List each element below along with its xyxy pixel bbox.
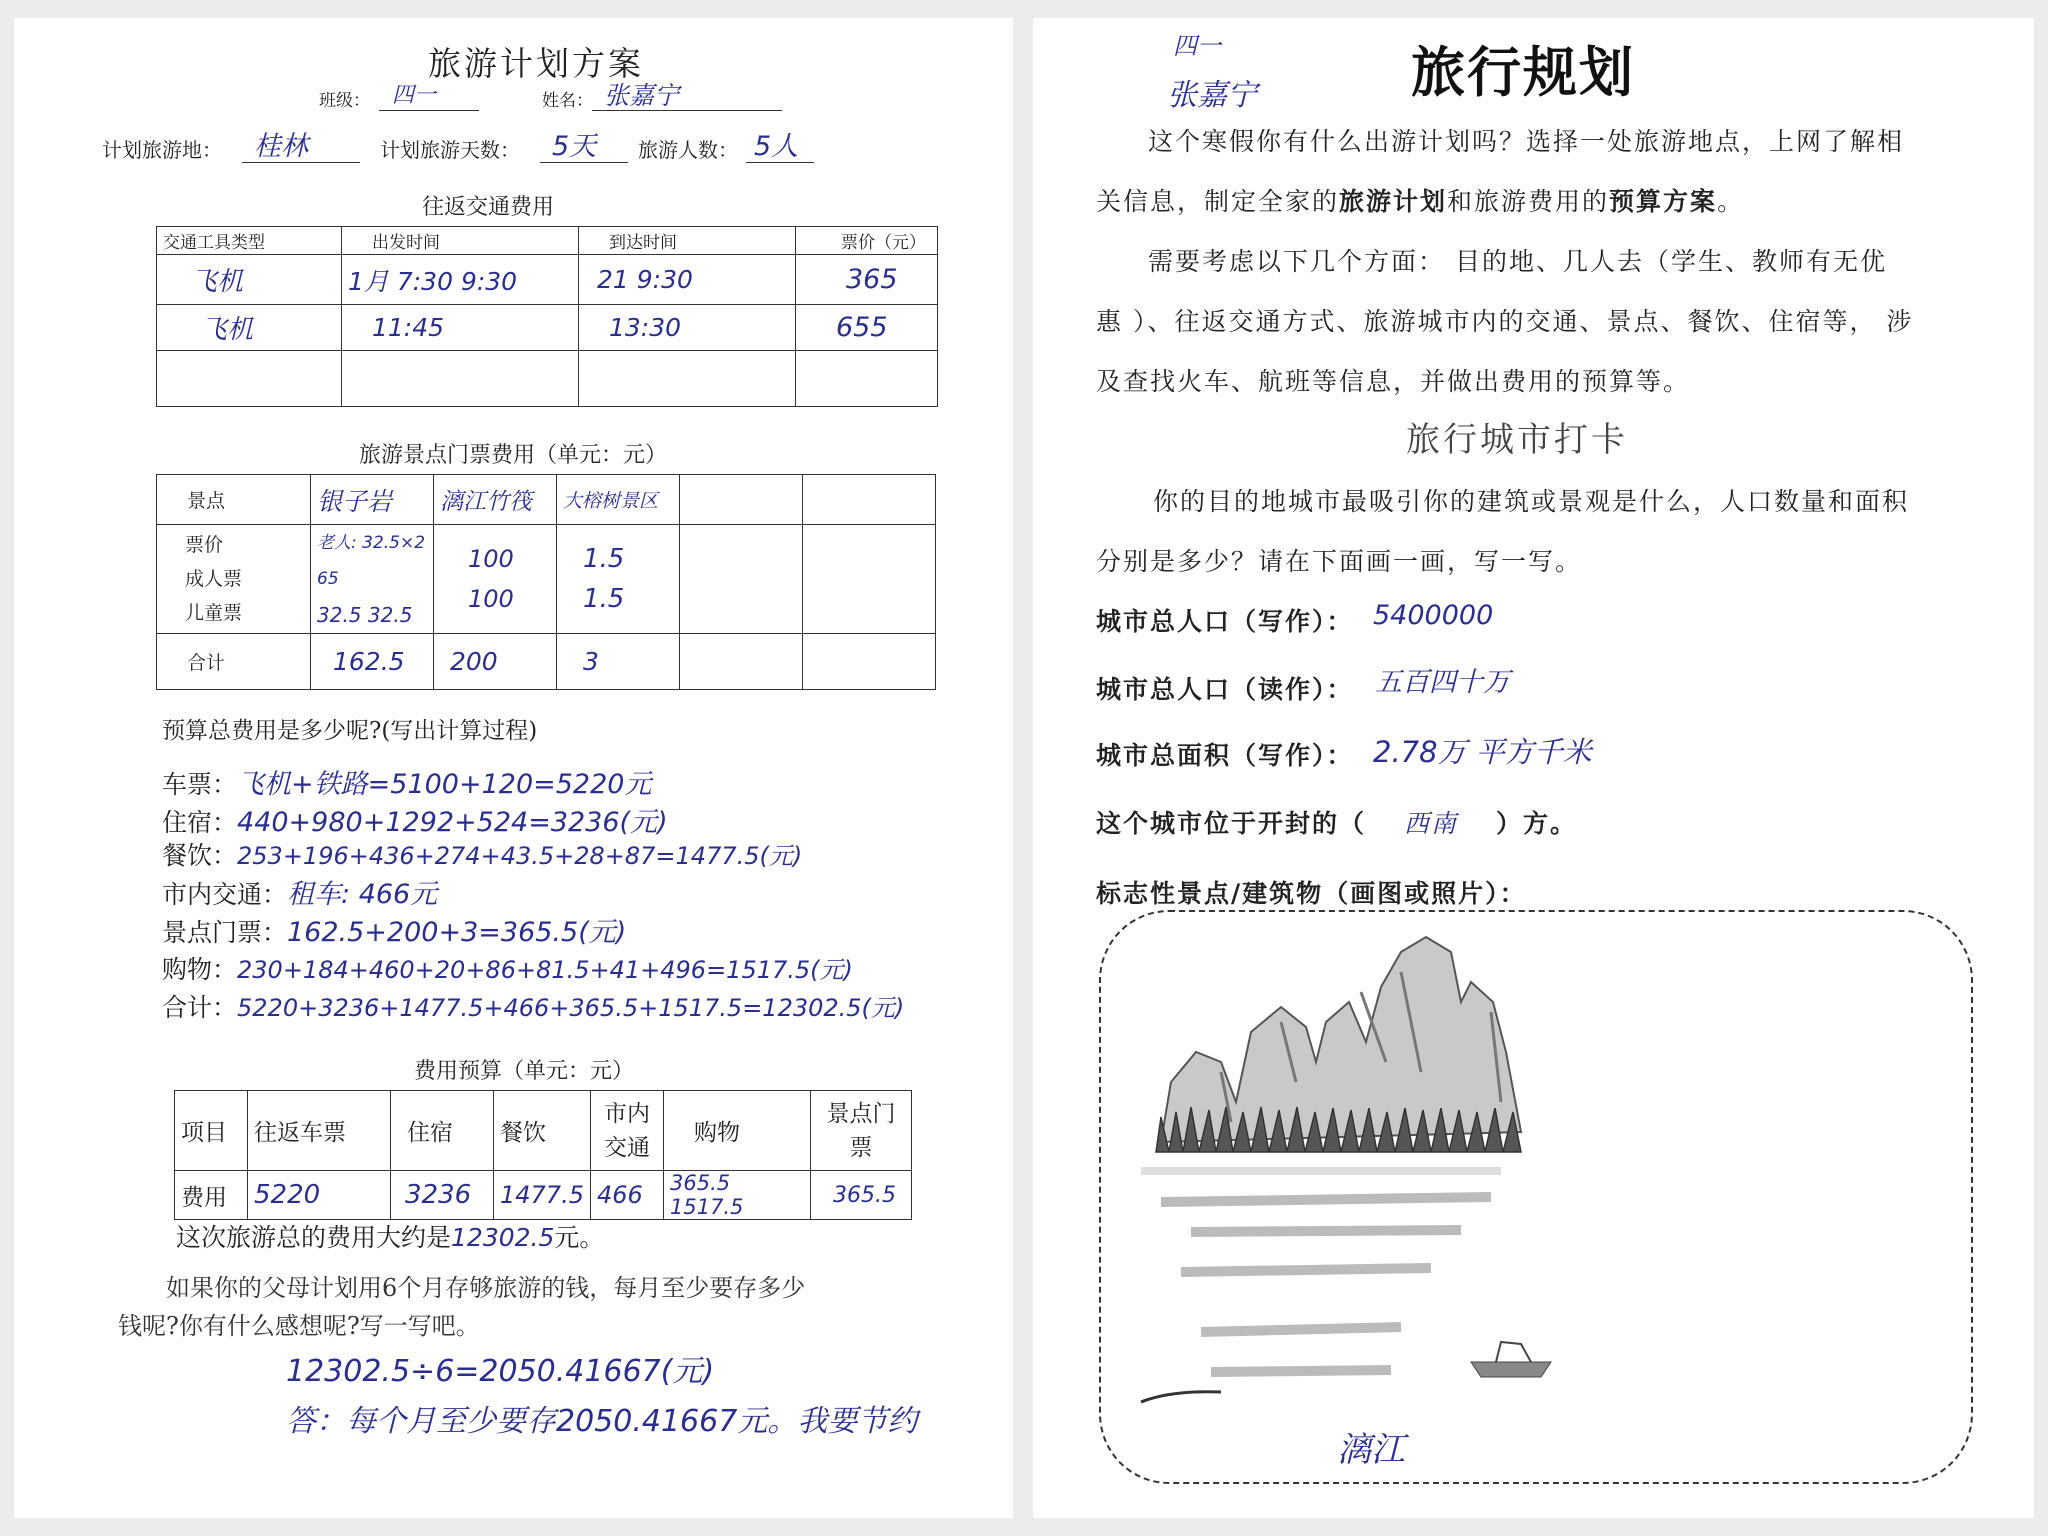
boat-canopy xyxy=(1496,1342,1531,1362)
calc-value: 162.5+200+3=365.5(元) xyxy=(287,917,627,948)
budget-question: 预算总费用是多少呢?(写出计算过程) xyxy=(162,718,538,744)
transport-cell: 365 xyxy=(796,255,938,305)
consider-line1: 需要考虑以下几个方面： 目的地、几人去（学生、教师有无优 xyxy=(1148,247,1887,276)
adult-price: 老人: 32.5×2 65 xyxy=(317,533,426,589)
site-prices xyxy=(434,525,557,634)
saving-calculation: 12302.5÷6=2050.41667(元) xyxy=(286,1354,715,1389)
site-name xyxy=(680,475,803,525)
plan-title: 旅游计划方案 xyxy=(428,44,644,83)
destination-value: 桂林 xyxy=(254,131,308,162)
site-name xyxy=(803,475,936,525)
transport-cell: 飞机 xyxy=(157,305,342,351)
transport-header-row xyxy=(157,227,938,255)
days-value: 5天 xyxy=(552,131,597,162)
transport-title: 往返交通费用 xyxy=(422,195,555,220)
cost-header: 市内交通 xyxy=(590,1091,663,1171)
transport-header-price: 票价（元） xyxy=(796,227,938,255)
left-worksheet-page xyxy=(14,18,1013,1518)
tickets-total-label: 合计 xyxy=(157,634,311,690)
calc-value: 租车: 466元 xyxy=(287,879,438,910)
saving-question-line2: 钱呢?你有什么感想呢?写一写吧。 xyxy=(118,1312,480,1340)
cost-header-row xyxy=(175,1091,912,1171)
child-price: 1.5 xyxy=(583,584,625,614)
cost-row-label: 费用 xyxy=(175,1171,248,1220)
tickets-price-row xyxy=(157,525,936,634)
table-row xyxy=(157,351,938,407)
cost-table xyxy=(174,1090,912,1220)
transport-cell: 飞机 xyxy=(157,255,342,305)
cost-value: 5220 xyxy=(248,1171,391,1220)
tickets-child-label: 儿童票 xyxy=(185,602,243,624)
saving-question-line1: 如果你的父母计划用6个月存够旅游的钱，每月至少要存多少 xyxy=(166,1274,806,1302)
intro-line2-e: 。 xyxy=(1717,187,1745,216)
calc-value: 5220+3236+1477.5+466+365.5+1517.5=12302.5(元) xyxy=(237,994,905,1022)
site-prices xyxy=(680,525,803,634)
days-label: 计划旅游天数： xyxy=(380,138,520,162)
intro-keyword-plan: 旅游计划 xyxy=(1339,187,1448,216)
landmark-label: 标志性景点/建筑物（画图或照片）： xyxy=(1096,879,1527,908)
site-total: 3 xyxy=(557,634,680,690)
calc-label: 合计： xyxy=(162,993,238,1022)
area-label: 城市总面积（写作）： xyxy=(1096,741,1354,770)
question-line1: 你的目的地城市最吸引你的建筑或景观是什么，人口数量和面积 xyxy=(1153,487,1910,516)
consider-line2: 惠 ）、往返交通方式、旅游城市内的交通、景点、餐饮、住宿等， 涉 xyxy=(1096,307,1914,336)
tickets-total-row xyxy=(157,634,936,690)
transport-cell xyxy=(796,351,938,407)
calc-value: 230+184+460+20+86+81.5+41+496=1517.5(元) xyxy=(237,956,853,984)
direction-post: ）方。 xyxy=(1496,809,1578,838)
cost-value: 3236 xyxy=(391,1171,494,1220)
calc-line xyxy=(162,988,904,1024)
site-total xyxy=(803,634,936,690)
bank-stroke xyxy=(1141,1392,1221,1402)
direction-value: 西南 xyxy=(1404,809,1459,838)
cost-value: 365.5 xyxy=(810,1171,911,1220)
calc-label: 购物： xyxy=(162,955,238,984)
calc-label: 市内交通： xyxy=(162,880,288,909)
child-price: 100 xyxy=(468,585,514,613)
calc-line xyxy=(162,800,668,839)
cost-header: 餐饮 xyxy=(494,1091,591,1171)
cost-table-title: 费用预算（单元：元） xyxy=(414,1059,635,1084)
transport-header-arrive: 到达时间 xyxy=(579,227,796,255)
total-sentence xyxy=(176,1218,604,1254)
cost-value: 1477.5 xyxy=(494,1171,591,1220)
tickets-site-label: 景点 xyxy=(157,475,311,525)
name-underline xyxy=(592,110,782,111)
tickets-price-labels xyxy=(157,525,311,634)
adult-price: 1.5 xyxy=(583,544,625,574)
name-value: 张嘉宁 xyxy=(604,81,680,110)
calc-label: 景点门票： xyxy=(162,918,288,947)
transport-header-depart: 出发时间 xyxy=(342,227,579,255)
cost-value-row xyxy=(175,1171,912,1220)
intro-keyword-budget: 预算方案 xyxy=(1609,187,1718,216)
river-reflection xyxy=(1141,1167,1501,1175)
people-underline xyxy=(746,162,814,163)
transport-cell: 1月 7:30 9:30 xyxy=(342,255,579,305)
people-label: 旅游人数： xyxy=(638,138,738,162)
corner-name: 张嘉宁 xyxy=(1167,78,1257,113)
transport-cell xyxy=(342,351,579,407)
class-value: 四一 xyxy=(392,83,437,108)
direction-pre: 这个城市位于开封的（ xyxy=(1096,809,1367,838)
calc-value: 飞机+铁路=5100+120=5220元 xyxy=(237,769,652,800)
site-prices xyxy=(557,525,680,634)
consider-line3: 及查找火车、航班等信息，并做出费用的预算等。 xyxy=(1096,367,1691,396)
calc-line xyxy=(162,950,853,986)
karst-landscape-sketch xyxy=(1101,912,1971,1482)
karst-mountains xyxy=(1161,937,1521,1142)
site-prices xyxy=(311,525,434,634)
population-read-label: 城市总人口（读作）： xyxy=(1096,675,1354,704)
tickets-table xyxy=(156,474,936,690)
transport-cell: 11:45 xyxy=(342,305,579,351)
transport-cell: 21 9:30 xyxy=(579,255,796,305)
calc-value: 440+980+1292+524=3236(元) xyxy=(237,807,668,838)
calc-line xyxy=(162,872,437,911)
total-sentence-pre: 这次旅游总的费用大约是 xyxy=(176,1223,452,1252)
city-checkin-subtitle: 旅行城市打卡 xyxy=(1406,420,1628,460)
cost-header: 景点门票 xyxy=(810,1091,911,1171)
cost-header: 往返车票 xyxy=(248,1091,391,1171)
site-name: 大榕树景区 xyxy=(557,475,680,525)
drawing-caption: 漓江 xyxy=(1337,1430,1405,1470)
intro-line2-a: 关信息，制定全家的 xyxy=(1096,187,1340,216)
transport-cell: 13:30 xyxy=(579,305,796,351)
child-price: 32.5 32.5 xyxy=(317,603,413,627)
right-worksheet-page xyxy=(1033,18,2034,1518)
table-row xyxy=(157,305,938,351)
area-value: 2.78万 平方千米 xyxy=(1373,735,1592,769)
site-total: 200 xyxy=(434,634,557,690)
tickets-adult-label: 成人票 xyxy=(185,568,243,590)
transport-header-type: 交通工具类型 xyxy=(157,227,342,255)
transport-cell xyxy=(157,351,342,407)
days-underline xyxy=(540,162,628,163)
population-write-value: 5400000 xyxy=(1373,600,1494,631)
calc-label: 车票： xyxy=(162,770,238,799)
people-value: 5人 xyxy=(754,131,799,162)
cost-header: 住宿 xyxy=(391,1091,494,1171)
total-value: 12302.5 xyxy=(451,1223,555,1252)
direction-sentence xyxy=(1096,804,1577,840)
calc-label: 餐饮： xyxy=(162,841,238,870)
cost-header: 购物 xyxy=(663,1091,810,1171)
calc-value: 253+196+436+274+43.5+28+87=1477.5(元) xyxy=(237,842,803,870)
cost-header: 项目 xyxy=(175,1091,248,1171)
intro-line2-c: 和旅游费用的 xyxy=(1447,187,1610,216)
river-water-strokes xyxy=(1161,1197,1491,1372)
site-total: 162.5 xyxy=(311,634,434,690)
site-name: 银子岩 xyxy=(311,475,434,525)
class-underline xyxy=(379,110,479,111)
tickets-title: 旅游景点门票费用（单元：元） xyxy=(359,443,668,468)
calc-line xyxy=(162,762,651,801)
saving-answer: 答：每个月至少要存2050.41667元。我要节约 xyxy=(286,1404,918,1439)
calc-label: 住宿： xyxy=(162,808,238,837)
corner-class: 四一 xyxy=(1173,32,1221,60)
destination-underline xyxy=(242,162,360,163)
cost-value: 466 xyxy=(590,1171,663,1220)
site-prices xyxy=(803,525,936,634)
class-label: 班级： xyxy=(319,91,370,111)
tickets-site-row xyxy=(157,475,936,525)
destination-label: 计划旅游地： xyxy=(102,138,222,162)
calc-line xyxy=(162,910,626,949)
travel-plan-title: 旅行规划 xyxy=(1411,41,1635,104)
transport-cell xyxy=(579,351,796,407)
name-label: 姓名： xyxy=(542,91,593,111)
calc-line xyxy=(162,836,802,872)
transport-cell: 655 xyxy=(796,305,938,351)
intro-line2 xyxy=(1096,182,1744,218)
total-sentence-post: 元。 xyxy=(554,1223,605,1252)
tickets-price-label: 票价 xyxy=(185,534,224,556)
population-read-value: 五百四十万 xyxy=(1375,667,1510,698)
boat-hull xyxy=(1471,1362,1551,1377)
question-line2: 分别是多少？请在下面画一画，写一写。 xyxy=(1096,547,1583,576)
population-write-label: 城市总人口（写作）： xyxy=(1096,607,1354,636)
adult-price: 100 xyxy=(468,545,514,573)
site-total xyxy=(680,634,803,690)
site-name: 漓江竹筏 xyxy=(434,475,557,525)
transport-table xyxy=(156,226,938,407)
table-row xyxy=(157,255,938,305)
cost-value: 365.5 1517.5 xyxy=(663,1171,810,1220)
landmark-drawing-box xyxy=(1099,910,1973,1484)
intro-line1: 这个寒假你有什么出游计划吗？选择一处旅游地点，上网了解相 xyxy=(1148,127,1905,156)
